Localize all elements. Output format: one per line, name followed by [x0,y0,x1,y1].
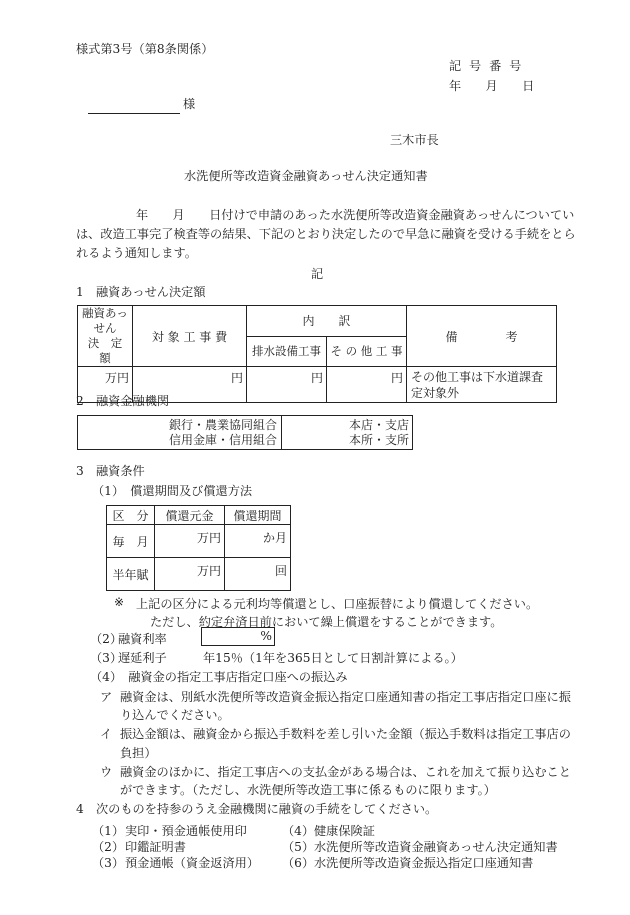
body-line-3: れるよう通知します。 [76,246,197,260]
section2-heading: 2 融資金融機関 [76,394,170,408]
body-line-1: 年 月 日付けで申請のあった水洗便所等改造資金融資あっせんについてい [136,208,575,222]
other-cell: 円 [327,367,407,403]
class-header: 区 分 [107,506,155,525]
bank-type-1: 銀行・農業協同組合 [78,416,282,433]
sub3-label: 遅延利子 [118,651,167,665]
issuer: 三木市長 [390,133,439,147]
sub2-number: （2） [90,632,123,646]
doc-item-1-text: 実印・預金通帳使用印 [125,824,247,838]
date-line: 年 月 日 [449,79,535,93]
item-u-line-2: ができます。（ただし、水洗便所等改造工事に係るものに限ります。） [120,783,496,797]
branch-type-1: 本店・支店 [348,418,409,432]
section3-sub1: （1） 償還期間及び償還方法 [92,484,253,498]
section3-heading: 3 融資条件 [76,464,145,478]
monthly-principal: 万円 [155,525,225,558]
monthly-period: か月 [225,525,291,558]
doc-item-6-num: （6） [282,856,315,870]
amount-header [78,306,133,367]
item-i-line-2: 負担） [120,746,157,760]
sub4-heading: （4） 融資金の指定工事店指定口座への振込み [90,670,348,684]
item-i-mark: イ [100,727,113,741]
doc-item-2-text: 印鑑証明書 [125,840,186,854]
approval-amount-table [77,305,557,403]
doc-item-3-num: （3） [92,856,125,870]
other-header: そ の 他 工 事 [327,336,407,367]
document-title: 水洗便所等改造資金融資あっせん決定通知書 [184,169,428,183]
reference-number: 記 号 番 号 [449,59,524,73]
doc-item-4-text: 健康保険証 [314,824,375,838]
branch-type-2: 本所・支所 [348,432,409,447]
form-number: 様式第3号（第8条関係） [76,42,214,56]
cost-header: 対 象 工 事 費 [133,306,247,367]
cost-cell: 円 [133,367,247,403]
semiannual-period: 回 [225,558,291,591]
doc-item-5-num: （5） [282,840,315,854]
item-i-line-1: 振込金額は、融資金から振込手数料を差し引いた金額（振込手数料は指定工事店の [120,727,571,741]
doc-item-5-text: 水洗便所等改造資金融資あっせん決定通知書 [314,840,558,854]
rate-unit: % [260,629,272,643]
breakdown-header: 内 訳 [247,306,407,337]
note-line-2: ただし、約定弁済日前において繰上償還をすることができます。 [150,615,503,629]
addressee-line [88,113,180,114]
amount-header-line2: 決 定 額 [87,336,134,365]
doc-item-2-num: （2） [92,840,125,854]
doc-item-4-num: （4） [282,824,315,838]
note-mark: ※ [114,595,125,609]
bank-type-2: 信用金庫・信用組合 [78,433,282,450]
item-a-line-1: 融資金は、別紙水洗便所等改造資金振込指定口座通知書の指定工事店指定口座に振 [120,690,571,704]
note-line-1: 上記の区分による元利均等償還とし、口座振替により償還してください。 [136,597,539,611]
doc-item-6-text: 水洗便所等改造資金振込指定口座通知書 [314,856,534,870]
addressee-suffix: 様 [183,97,196,111]
section4-heading: 4 次のものを持参のうえ金融機関に融資の手続をしてください。 [76,802,438,816]
section1-heading: 1 融資あっせん決定額 [76,285,206,299]
remarks-cell: その他工事は下水道課査定対象外 [407,367,557,403]
remarks-header: 備 考 [407,306,557,367]
item-u-line-1: 融資金のほかに、指定工事店への支払金がある場合は、これを加えて振り込むこと [120,765,571,779]
period-header: 償還期間 [225,506,291,525]
doc-item-1-num: （1） [92,824,125,838]
amount-cell: 万円 [78,367,133,403]
amount-header-line1: 融資あっせん [82,306,128,335]
item-a-line-2: り込んでください。 [120,708,230,722]
body-line-2: は、改造工事完了検査等の結果、下記のとおり決定したので早急に融資を受ける手続をとら [76,227,576,241]
ki-mark: 記 [311,267,324,281]
item-u-mark: ウ [100,765,113,779]
drain-header: 排水設備工事 [247,336,327,367]
sub3-text: 年15％（1年を365日として日割計算による。） [203,651,463,665]
item-a-mark: ア [100,690,113,704]
interest-rate-box [201,627,275,646]
semiannual-principal: 万円 [155,558,225,591]
repayment-table [106,505,291,591]
sub3-number: （3） [90,651,123,665]
doc-item-3-text: 預金通帳（資金返済用） [125,856,260,870]
drain-cell: 円 [247,367,327,403]
monthly-label: 毎 月 [107,525,155,558]
bank-table [77,415,413,450]
semiannual-label: 半年賦 [107,558,155,591]
sub2-label: 融資利率 [118,632,167,646]
principal-header: 償還元金 [155,506,225,525]
